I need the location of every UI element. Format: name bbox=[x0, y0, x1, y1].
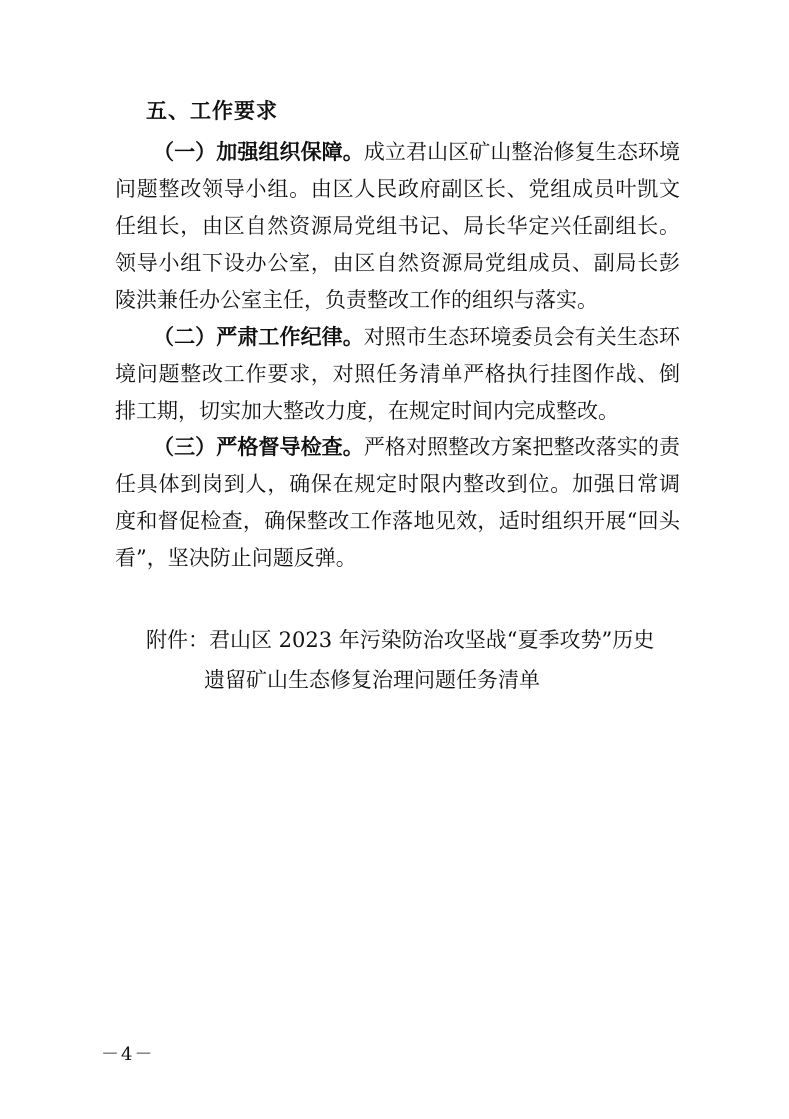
paragraph-lead: （三）严格督导检查。 bbox=[153, 435, 364, 459]
paragraph-lead: （二）严肃工作纪律。 bbox=[153, 325, 364, 349]
attachment-note bbox=[146, 620, 686, 700]
attachment-line-1: 附件：君山区 2023 年污染防治攻坚战“夏季攻势”历史 bbox=[146, 628, 655, 652]
paragraph-body: 成立君山区矿山整治修复生态环境问题整改领导小组。由区人民政府副区长、党组成员叶凯文任组长，由区自然资源局党组书记、局长华定兴任副组长。领导小组下设办公室，由区自然资源局党组成员、副局长彭陵洪兼任办公室主任，负责整改工作的组织与落实。 bbox=[115, 140, 681, 312]
section-heading: 五、工作要求 bbox=[146, 99, 278, 123]
paragraph-body: 严格对照整改方案把整改落实的责任具体到岗到人，确保在规定时限内整改到位。加强日常调度和督促检查，确保整改工作落地见效，适时组织开展“回头看”，坚决防止问题反弹。 bbox=[115, 435, 681, 570]
attachment-line-2: 遗留矿山生态修复治理问题任务清单 bbox=[204, 668, 540, 692]
paragraph-supervision bbox=[115, 429, 680, 577]
paragraph-lead: （一）加强组织保障。 bbox=[153, 140, 364, 164]
paragraph-organization bbox=[115, 134, 680, 319]
paragraph-discipline bbox=[115, 319, 680, 430]
page-number: －4－ bbox=[101, 1044, 155, 1065]
paragraph-body: 对照市生态环境委员会有关生态环境问题整改工作要求，对照任务清单严格执行挂图作战、倒排工期，切实加大整改力度，在规定时间内完成整改。 bbox=[115, 325, 681, 423]
